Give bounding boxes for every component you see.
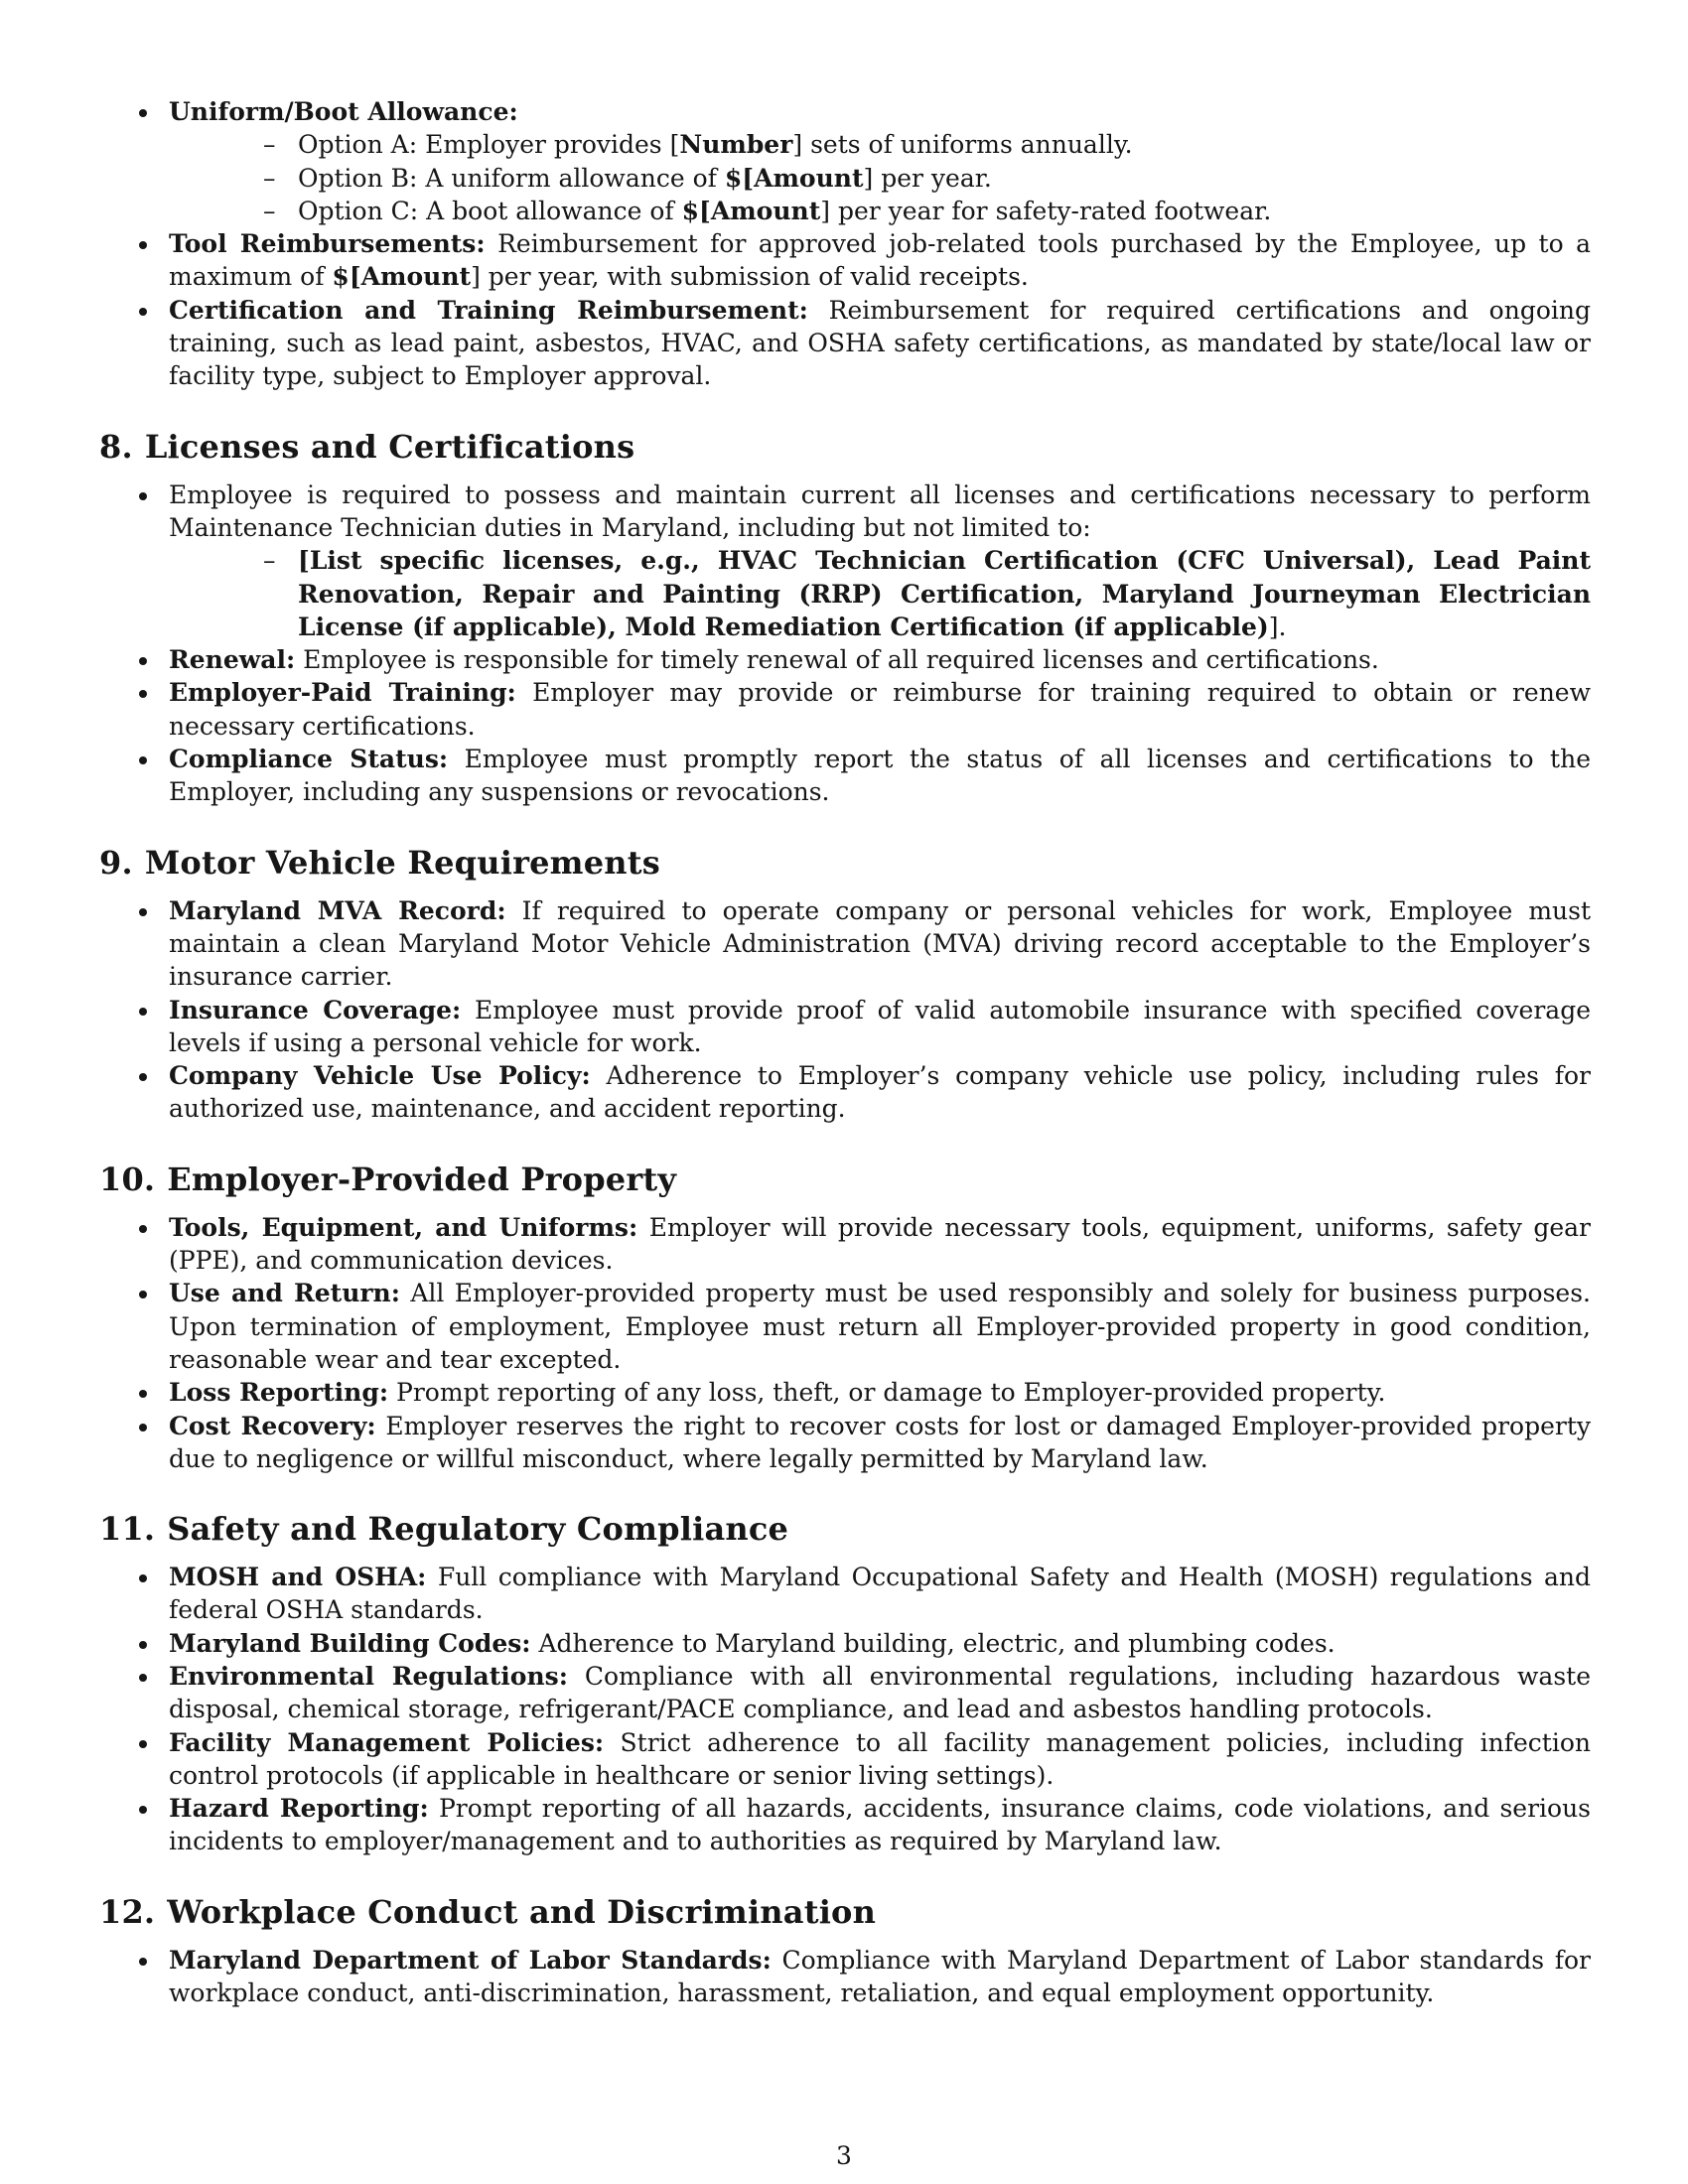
section-8-list (99, 478, 1591, 809)
list-item: Loss Reporting: Prompt reporting of any loss, theft, or damage to Employer-provided property. (99, 1376, 1591, 1409)
section-heading: 11. Safety and Regulatory Compliance (99, 1510, 789, 1549)
section-heading: 8. Licenses and Certifications (99, 427, 635, 466)
uniform-options (169, 128, 1591, 227)
list-item: Facility Management Policies: Strict adherence to all facility management policies, including infection control protocols (if applicable in healthcare or senior living settings). (99, 1726, 1591, 1793)
option-c: – Option C: A boot allowance of $[Amount] per year for safety-rated footwear. (169, 195, 1591, 227)
list-item: Cost Recovery: Employer reserves the right to recover costs for lost or damaged Employer-provided property due to negligence or willful misconduct, where legally permitted by Maryland law. (99, 1410, 1591, 1476)
list-item: Certification and Training Reimbursement: Reimbursement for required certifications and ongoing training, such as lead paint, asbestos, HVAC, and OSHA safety certifications, as mandated by state/local law or facility type, subject to Employer approval. (99, 294, 1591, 393)
page-number: 3 (836, 2141, 852, 2170)
allowances-list (99, 95, 1591, 393)
list-item: Company Vehicle Use Policy: Adherence to Employer’s company vehicle use policy, including rules for authorized use, maintenance, and accident reporting. (99, 1059, 1591, 1126)
list-item: Compliance Status: Employee must promptly report the status of all licenses and certifications to the Employer, including any suspensions or revocations. (99, 743, 1591, 809)
list-item: MOSH and OSHA: Full compliance with Maryland Occupational Safety and Health (MOSH) regulations and federal OSHA standards. (99, 1561, 1591, 1627)
section-heading: 9. Motor Vehicle Requirements (99, 843, 660, 882)
section-11-list (99, 1561, 1591, 1858)
list-item: Insurance Coverage: Employee must provide proof of valid automobile insurance with specified coverage levels if using a personal vehicle for work. (99, 994, 1591, 1060)
list-item: Employer-Paid Training: Employer may provide or reimburse for training required to obtain or renew necessary certifications. (99, 676, 1591, 743)
list-item: Tool Reimbursements: Reimbursement for approved job-related tools purchased by the Employee, up to a maximum of $[Amount] per year, with submission of valid receipts. (99, 227, 1591, 294)
list-item: Hazard Reporting: Prompt reporting of all hazards, accidents, insurance claims, code violations, and serious incidents to employer/management and to authorities as required by Maryland law. (99, 1792, 1591, 1858)
section-heading: 12. Workplace Conduct and Discrimination (99, 1892, 877, 1931)
license-sublist (169, 544, 1591, 643)
list-item: Renewal: Employee is responsible for timely renewal of all required licenses and certifications. (99, 643, 1591, 676)
list-item: Tools, Equipment, and Uniforms: Employer will provide necessary tools, equipment, uniforms, safety gear (PPE), and communication devices. (99, 1211, 1591, 1278)
list-item: Employee is required to possess and maintain current all licenses and certifications necessary to perform Maintenance Technician duties in Maryland, including but not limited to: – [List specific licenses, e.g., HVAC Technician Certification (CFC Universal), Lead Paint Renovation, Repair and Painting (RRP) Certification, Maryland Journeyman Electrician License (if applicable), Mold Remediation Certification (if applicable)]. (99, 478, 1591, 643)
option-a: – Option A: Employer provides [Number] sets of uniforms annually. (169, 128, 1591, 161)
license-list-item: – [List specific licenses, e.g., HVAC Technician Certification (CFC Universal), Lead Paint Renovation, Repair and Painting (RRP) Certification, Maryland Journeyman Electrician License (if applicable), Mold Remediation Certification (if applicable)]. (169, 544, 1591, 643)
list-item: Maryland Building Codes: Adherence to Maryland building, electric, and plumbing codes. (99, 1627, 1591, 1660)
section-12-list (99, 1944, 1591, 2010)
list-item: Maryland Department of Labor Standards: Compliance with Maryland Department of Labor standards for workplace conduct, anti-discrimination, harassment, retaliation, and equal employment opportunity. (99, 1944, 1591, 2010)
option-b: – Option B: A uniform allowance of $[Amount] per year. (169, 162, 1591, 195)
list-item: Maryland MVA Record: If required to operate company or personal vehicles for work, Employee must maintain a clean Maryland Motor Vehicle Administration (MVA) driving record acceptable to the Employer’s insurance carrier. (99, 894, 1591, 994)
list-item: Use and Return: All Employer-provided property must be used responsibly and solely for business purposes. Upon termination of employment, Employee must return all Employer-provided property in good condition, reasonable wear and tear excepted. (99, 1277, 1591, 1376)
uniform-allowance-label: Uniform/Boot Allowance: (169, 97, 518, 126)
section-10-list (99, 1211, 1591, 1475)
section-9-list (99, 894, 1591, 1126)
list-item (99, 95, 1591, 227)
document-page (99, 95, 1591, 2009)
list-item: Environmental Regulations: Compliance with all environmental regulations, including hazardous waste disposal, chemical storage, refrigerant/PACE compliance, and lead and asbestos handling protocols. (99, 1660, 1591, 1726)
section-heading: 10. Employer-Provided Property (99, 1160, 677, 1198)
